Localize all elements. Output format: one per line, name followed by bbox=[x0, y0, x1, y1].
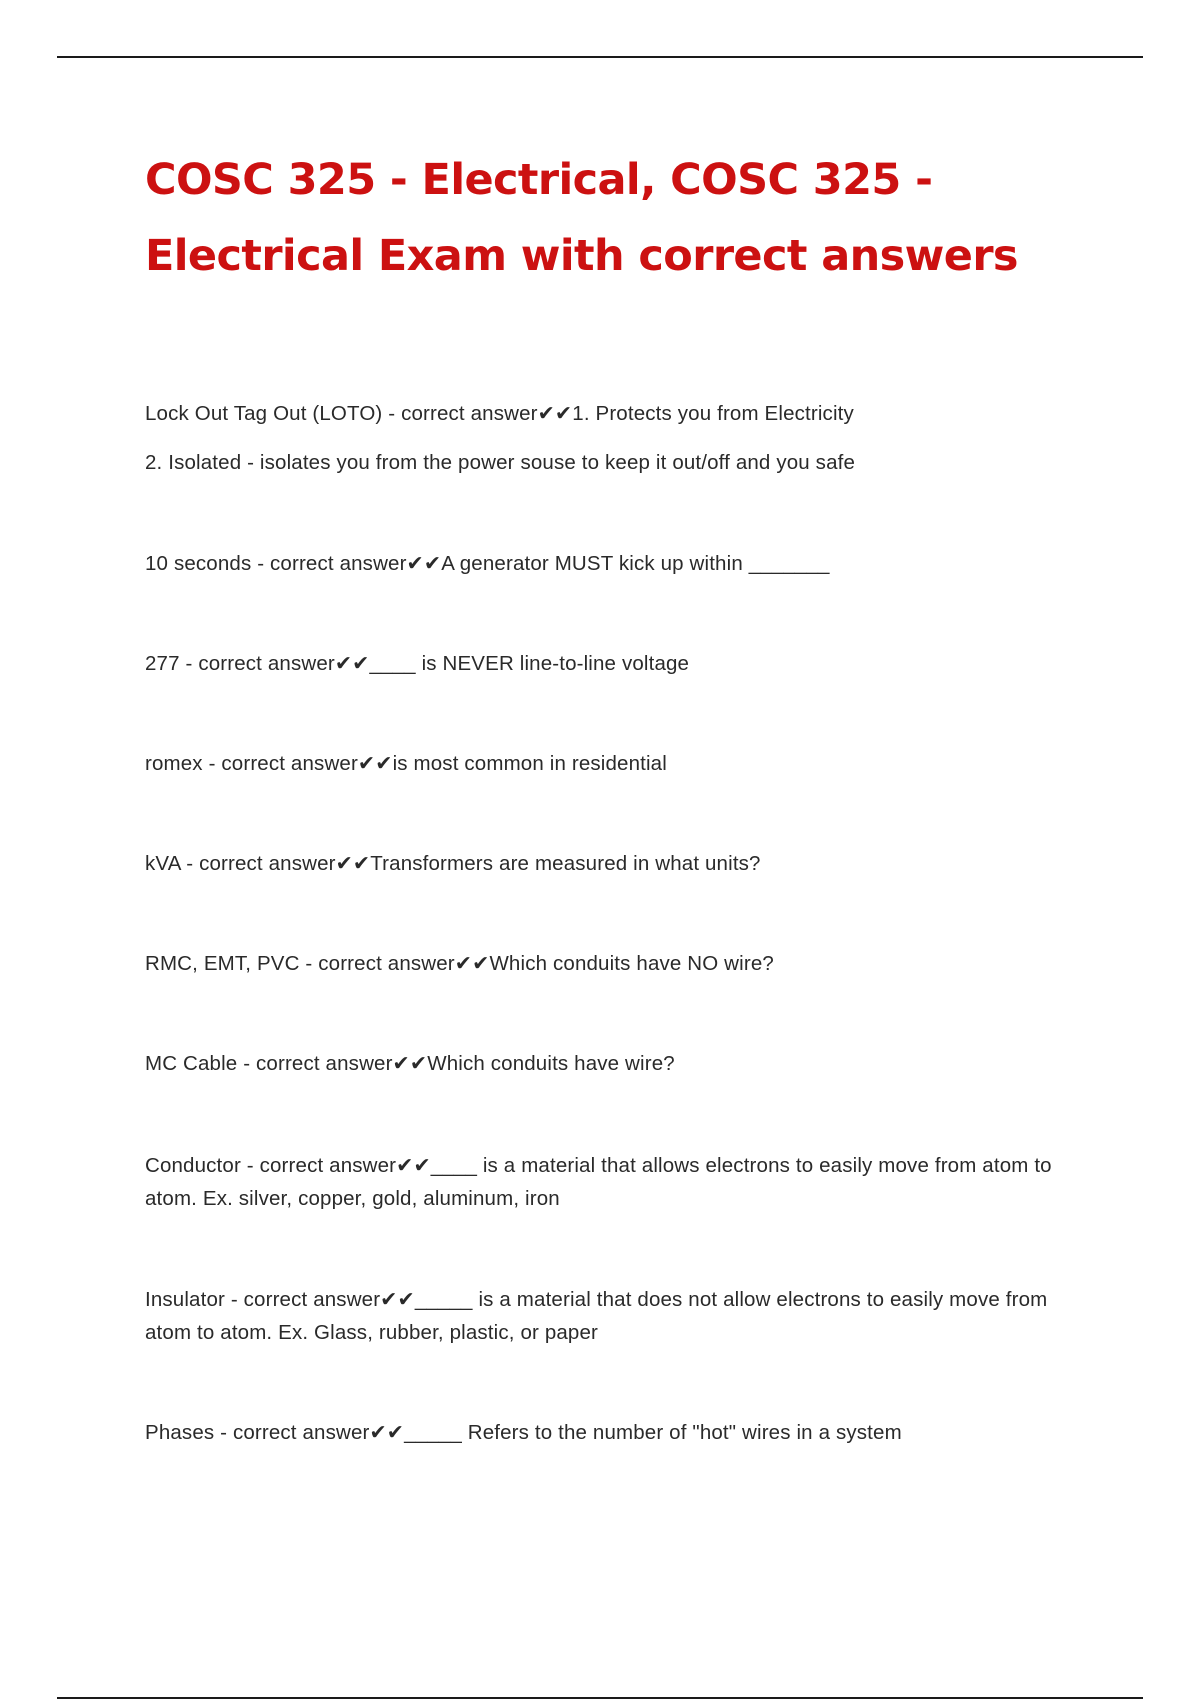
qa-definition: 1. Protects you from Electricity bbox=[572, 402, 854, 425]
qa-definition: _____ Refers to the number of "hot" wires in a system bbox=[404, 1421, 902, 1444]
qa-answer-marker: correct answer✔✔ bbox=[232, 1421, 405, 1444]
qa-definition: Transformers are measured in what units? bbox=[370, 852, 761, 875]
qa-entry: Phases - correct answer✔✔_____ Refers to the number of "hot" wires in a system bbox=[145, 1421, 902, 1444]
qa-term: Insulator bbox=[145, 1288, 225, 1311]
qa-entry: 277 - correct answer✔✔____ is NEVER line-to-line voltage bbox=[145, 652, 690, 675]
qa-entry: RMC, EMT, PVC - correct answer✔✔Which conduits have NO wire? bbox=[145, 952, 774, 975]
qa-entry: Insulator - correct answer✔✔_____ is a material that does not allow electrons to easily move from atom to atom. Ex. Glass, rubber, plastic, or paper bbox=[145, 1288, 1048, 1344]
qa-definition: Which conduits have wire? bbox=[427, 1052, 675, 1075]
qa-answer-marker: correct answer✔✔ bbox=[270, 552, 442, 575]
qa-answer-marker: correct answer✔✔ bbox=[256, 1052, 428, 1075]
qa-answer-marker: correct answer✔✔ bbox=[318, 952, 490, 975]
qa-definition: is most common in residential bbox=[392, 752, 667, 775]
qa-answer-marker: correct answer✔✔ bbox=[199, 852, 371, 875]
qa-definition: _____ is a material that does not allow electrons to easily move from atom to atom. Ex. Glass, rubber, plastic, or paper bbox=[145, 1288, 1048, 1344]
qa-answer-marker: correct answer✔✔ bbox=[401, 402, 573, 425]
qa-entry-continuation: 2. Isolated - isolates you from the power souse to keep it out/off and you safe bbox=[145, 451, 856, 474]
qa-term: Lock Out Tag Out (LOTO) bbox=[145, 402, 383, 425]
qa-entry: 10 seconds - correct answer✔✔A generator MUST kick up within _______ bbox=[145, 552, 830, 575]
qa-definition: A generator MUST kick up within _______ bbox=[441, 552, 830, 575]
qa-definition: ____ is NEVER line-to-line voltage bbox=[369, 652, 690, 675]
qa-entry: kVA - correct answer✔✔Transformers are measured in what units? bbox=[145, 852, 761, 875]
qa-answer-marker: correct answer✔✔ bbox=[198, 652, 370, 675]
qa-term: MC Cable bbox=[145, 1052, 238, 1075]
qa-term: kVA bbox=[145, 852, 181, 875]
document-title: COSC 325 - Electrical, COSC 325 - Electrical Exam with correct answers bbox=[145, 155, 1018, 281]
qa-term: romex bbox=[145, 752, 203, 775]
header-rule bbox=[57, 56, 1143, 58]
qa-answer-marker: correct answer✔✔ bbox=[221, 752, 393, 775]
qa-entry: MC Cable - correct answer✔✔Which conduits have wire? bbox=[145, 1052, 675, 1075]
qa-term: Conductor bbox=[145, 1154, 241, 1177]
qa-entry: Lock Out Tag Out (LOTO) - correct answer✔✔1. Protects you from Electricity bbox=[145, 402, 854, 425]
qa-entry: Conductor - correct answer✔✔____ is a material that allows electrons to easily move from atom to atom. Ex. silver, copper, gold, aluminum, iron bbox=[145, 1154, 1052, 1210]
qa-term: Phases bbox=[145, 1421, 215, 1444]
qa-entry: romex - correct answer✔✔is most common in residential bbox=[145, 752, 667, 775]
qa-definition: Which conduits have NO wire? bbox=[489, 952, 774, 975]
qa-term: 277 bbox=[145, 652, 180, 675]
qa-term: 10 seconds bbox=[145, 552, 252, 575]
qa-answer-marker: correct answer✔✔ bbox=[259, 1154, 431, 1177]
qa-term: RMC, EMT, PVC bbox=[145, 952, 300, 975]
qa-definition: ____ is a material that allows electrons to easily move from atom to atom. Ex. silver, copper, gold, aluminum, iron bbox=[145, 1154, 1052, 1210]
footer-rule bbox=[57, 1697, 1143, 1699]
qa-answer-marker: correct answer✔✔ bbox=[243, 1288, 415, 1311]
